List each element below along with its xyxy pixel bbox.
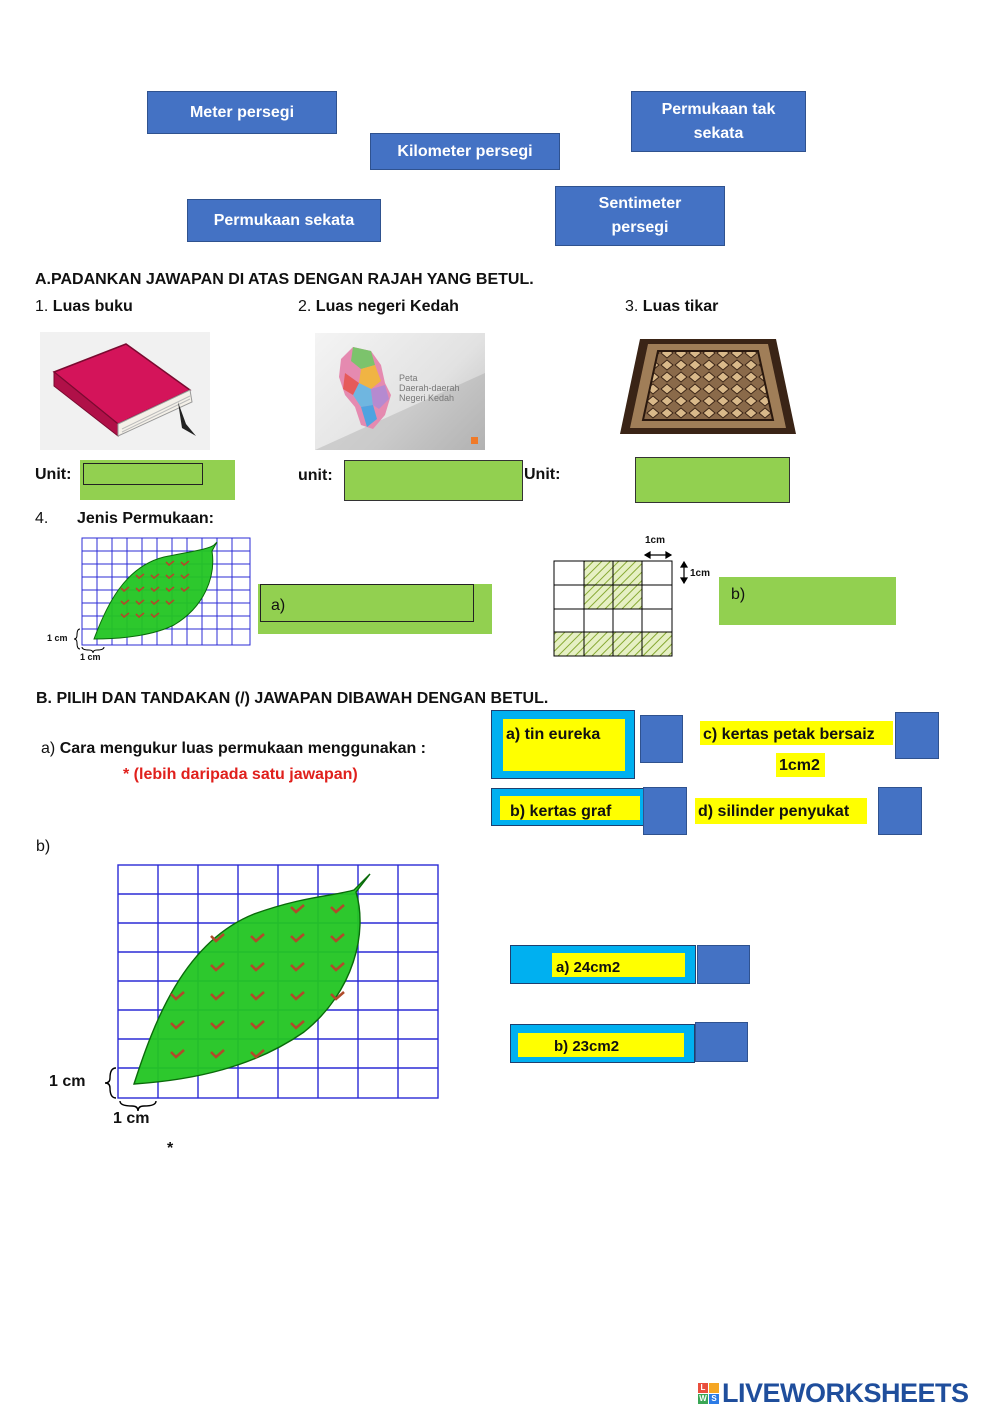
- map-caption-line1: Peta: [399, 373, 418, 383]
- kedah-map-image: [315, 333, 485, 450]
- square-grid-diagram: [553, 533, 723, 658]
- q3-label: Luas tikar: [642, 298, 719, 315]
- qb-a-text: Cara mengukur luas permukaan menggunakan :: [59, 740, 427, 757]
- small-leaf-grid: [44, 537, 254, 661]
- small-leaf-scale-y: 1 cm: [47, 633, 68, 643]
- answer-24cm2-label: a) 24cm2: [556, 959, 621, 976]
- option-d-label: d) silinder penyukat: [698, 803, 850, 820]
- map-caption-line3: Negeri Kedah: [399, 393, 455, 403]
- option-b-label: b) kertas graf: [510, 803, 612, 820]
- q4-label: Jenis Permukaan:: [77, 510, 214, 527]
- logo-icon-w: W: [699, 1393, 707, 1403]
- qb-a-question: [41, 740, 426, 758]
- asterisk-note: *: [167, 1140, 174, 1157]
- square-grid-svg: [553, 533, 723, 658]
- word-permukaan-tak-sekata-line1: Permukaan tak: [661, 100, 776, 118]
- book-illustration: [40, 332, 210, 450]
- option-c-label-line2: 1cm2: [779, 757, 820, 774]
- answer-4a-label: a): [271, 597, 286, 614]
- map-caption-line2: Daerah-daerah: [399, 383, 460, 393]
- answer-23cm2-label: b) 23cm2: [554, 1038, 620, 1055]
- unit1-label: Unit:: [35, 466, 72, 483]
- word-permukaan-tak-sekata[interactable]: [631, 91, 806, 152]
- map-caption: [399, 373, 460, 403]
- liveworksheets-logo[interactable]: [698, 1379, 969, 1407]
- logo-icon: [698, 1383, 719, 1404]
- option-d-checkbox[interactable]: [878, 787, 922, 835]
- q1-number: 1.: [35, 298, 49, 315]
- word-kilometer-persegi[interactable]: Kilometer persegi: [370, 133, 560, 170]
- grid-label-1cm-top: 1cm: [645, 535, 666, 546]
- carpet-illustration: [618, 335, 798, 438]
- option-a-label: a) tin eureka: [506, 726, 601, 743]
- small-leaf-grid-svg: [44, 537, 254, 661]
- q4-number: 4.: [35, 510, 49, 527]
- word-permukaan-sekata[interactable]: Permukaan sekata: [187, 199, 381, 242]
- grid-label-1cm-side: 1cm: [690, 568, 711, 579]
- carpet-image: [618, 335, 798, 438]
- q1-label: Luas buku: [52, 298, 133, 315]
- q2-title: [298, 298, 459, 316]
- word-permukaan-tak-sekata-line2: sekata: [693, 124, 744, 142]
- answer-unit3[interactable]: [635, 457, 790, 503]
- answer-24cm2-checkbox[interactable]: [697, 945, 750, 984]
- q2-label: Luas negeri Kedah: [315, 298, 459, 315]
- word-sentimeter-persegi[interactable]: [555, 186, 725, 246]
- qb-a-note: * (lebih daripada satu jawapan): [123, 766, 358, 783]
- answer-4a-input[interactable]: [260, 584, 474, 622]
- answer-23cm2-checkbox[interactable]: [695, 1022, 748, 1062]
- book-image: [40, 332, 210, 450]
- answer-unit2[interactable]: [344, 460, 523, 501]
- unit3-label: Unit:: [524, 466, 561, 483]
- word-sentimeter-line2: persegi: [611, 219, 669, 236]
- q2-number: 2.: [298, 298, 312, 315]
- small-leaf-scale-x: 1 cm: [80, 652, 101, 662]
- word-meter-persegi[interactable]: Meter persegi: [147, 91, 337, 134]
- word-sentimeter-line1: Sentimeter: [598, 195, 682, 212]
- large-leaf-scale-x: 1 cm: [113, 1110, 150, 1127]
- qb-a-prefix: a): [41, 740, 56, 757]
- option-a-checkbox[interactable]: [640, 715, 683, 763]
- q3-number: 3.: [625, 298, 639, 315]
- logo-text: LIVEWORKSHEETS: [722, 1377, 969, 1408]
- answer-4b[interactable]: [719, 577, 896, 625]
- section-b-heading: B. PILIH DAN TANDAKAN (/) JAWAPAN DIBAWAH DENGAN BETUL.: [36, 690, 549, 707]
- large-leaf-grid: [44, 862, 444, 1132]
- qb-b-prefix: b): [36, 838, 51, 855]
- large-leaf-scale-y: 1 cm: [49, 1073, 86, 1090]
- logo-icon-sq2: [709, 1383, 719, 1393]
- q3-title: [625, 298, 718, 316]
- logo-icon-l: L: [698, 1383, 708, 1393]
- logo-icon-s: S: [709, 1394, 719, 1404]
- large-leaf-grid-svg: [44, 862, 444, 1132]
- option-c-label-line1: c) kertas petak bersaiz: [703, 726, 875, 743]
- option-b-checkbox[interactable]: [643, 787, 687, 835]
- section-a-heading: A.PADANKAN JAWAPAN DI ATAS DENGAN RAJAH YANG BETUL.: [35, 271, 534, 288]
- option-c-checkbox[interactable]: [895, 712, 939, 759]
- answer-unit1-input[interactable]: [83, 463, 203, 485]
- q1-title: [35, 298, 133, 316]
- answer-4b-label: b): [731, 586, 746, 603]
- unit2-label: unit:: [298, 467, 333, 484]
